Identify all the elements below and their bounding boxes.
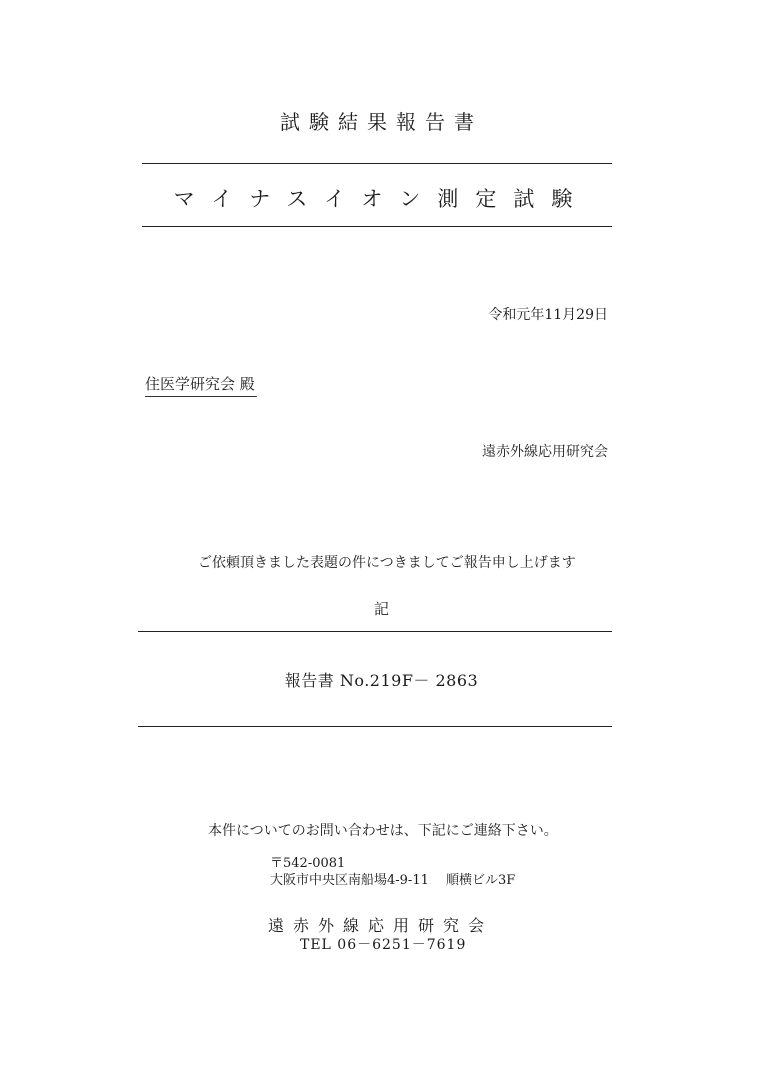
- address: 大阪市中央区南船場4-9-11 順横ビル3F: [270, 873, 516, 888]
- test-name: マイナスイオン測定試験: [173, 187, 590, 211]
- report-number-bottom-rule: [138, 726, 612, 727]
- report-number: 報告書 No.219F－ 2863: [284, 671, 479, 690]
- title-top-rule: [142, 163, 612, 164]
- postal-code: 〒542-0081: [270, 856, 346, 871]
- report-title: 試験結果報告書: [280, 110, 483, 134]
- title-bottom-rule: [142, 226, 612, 227]
- organization-name: 遠赤外線応用研究会: [268, 916, 494, 935]
- contact-note: 本件についてのお問い合わせは、下記にご連絡下さい。: [208, 823, 558, 839]
- issuer-name: 遠赤外線応用研究会: [482, 444, 608, 460]
- telephone-number: TEL 06－6251－7619: [300, 937, 467, 953]
- addressee: 住医学研究会 殿: [145, 373, 257, 397]
- issue-date: 令和元年11月29日: [488, 307, 608, 323]
- report-number-top-rule: [138, 631, 612, 632]
- ki-mark: 記: [373, 600, 389, 618]
- intro-text: ご依頼頂きました表題の件につきましてご報告申し上げます: [198, 555, 576, 571]
